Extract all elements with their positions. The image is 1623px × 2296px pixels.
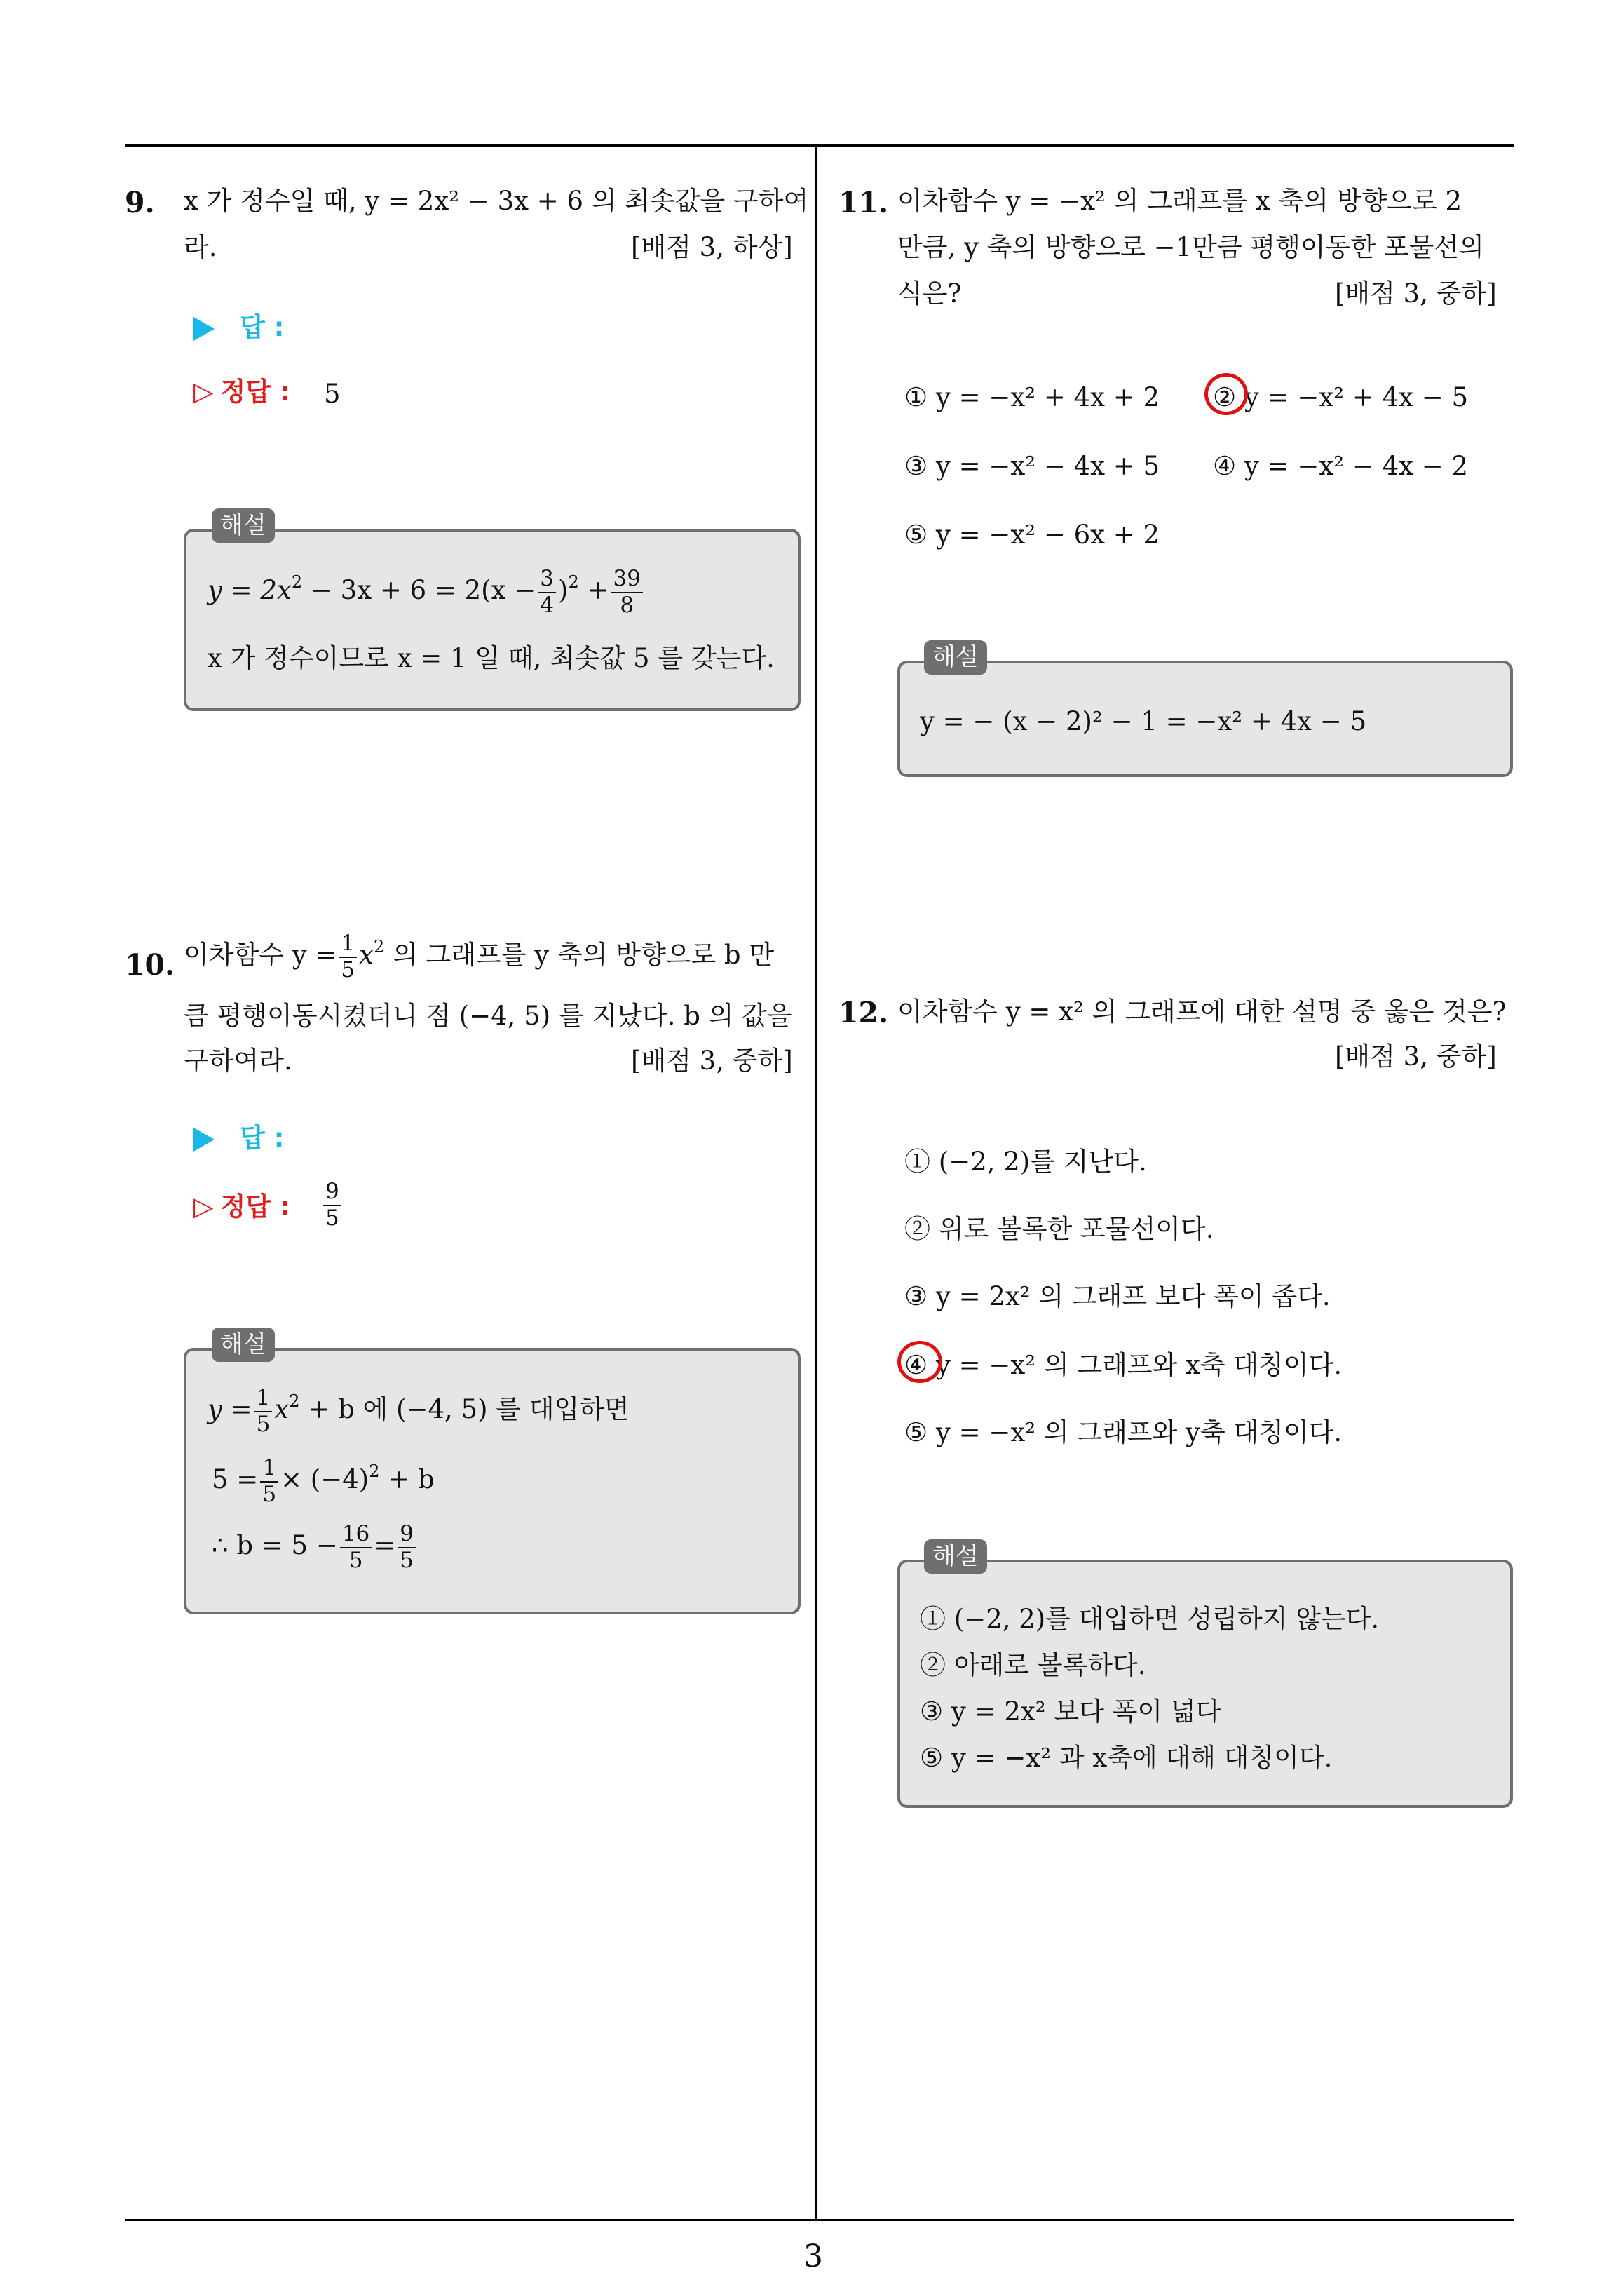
frac-num: 3 <box>538 567 556 593</box>
question-9-solution-tag: 해설 <box>212 508 275 543</box>
question-9-text-line1: x 가 정수일 때, y = 2x² − 3x + 6 의 최솟값을 구하여 <box>184 186 809 216</box>
question-10-solution-line2: 5 = $\frac{1}{5}$ × $(-4)^2 + b$ <box>212 1455 435 1507</box>
question-12-number: 12. <box>838 996 889 1029</box>
question-9-number: 9. <box>125 186 155 220</box>
question-12-score: [배점 3, 중하] <box>1335 1041 1497 1072</box>
question-10-text-line2: 큼 평행이동시켰더니 점 (−4, 5) 를 지났다. b 의 값을 <box>184 1001 792 1031</box>
question-10-number: 10. <box>125 948 175 982</box>
question-10-answer-row <box>193 1125 284 1152</box>
page-number: 3 <box>803 2238 823 2274</box>
answer-label: 답 : <box>240 312 285 342</box>
bottom-rule <box>125 2219 1514 2221</box>
question-11-text-line2: 만큼, y 축의 방향으로 −1만큼 평행이동한 포물선의 <box>897 232 1484 262</box>
frac-num: 1 <box>339 931 357 958</box>
question-10-solution-line3 <box>212 1522 418 1573</box>
sol-text: 5 = <box>212 1464 259 1495</box>
question-9-text-line2: 라. <box>184 232 217 262</box>
sol-text: ) <box>558 575 569 606</box>
frac-den: 5 <box>348 1547 363 1573</box>
question-10-solution-line1: y = $\frac{1}{5}$ $x^2 + b$ 에 (−4, 5) 를 대입하면 <box>208 1385 630 1437</box>
frac-num: 9 <box>398 1522 416 1548</box>
fraction <box>260 1456 278 1507</box>
question-12-solution-tag: 해설 <box>924 1539 987 1574</box>
question-9-correct-row <box>193 379 290 405</box>
outline-triangle-icon: ▷ <box>193 1191 214 1222</box>
frac-den: 5 <box>341 957 355 982</box>
sol-text: y = 2x <box>208 575 292 606</box>
question-10-correct-row <box>193 1191 290 1222</box>
question-12-choice-1[interactable]: ① (−2, 2)를 지난다. <box>904 1147 1147 1177</box>
q-text: x <box>359 940 374 971</box>
sol-text: × (−4) <box>280 1464 369 1495</box>
frac-den: 4 <box>540 592 554 618</box>
question-12-choice-2[interactable]: ② 위로 볼록한 포물선이다. <box>904 1214 1214 1244</box>
selected-answer-circle-icon <box>897 1341 942 1383</box>
frac-den: 5 <box>262 1481 277 1507</box>
fraction <box>611 567 642 618</box>
sol-text: y = <box>208 1394 252 1425</box>
frac-den: 8 <box>620 592 634 618</box>
column-divider <box>815 144 817 2220</box>
question-11-score: [배점 3, 중하] <box>1335 278 1497 309</box>
fraction <box>538 567 556 618</box>
fraction <box>254 1386 273 1437</box>
question-9-score: [배점 3, 하상] <box>631 232 793 262</box>
question-10-text-line3: 구하여라. <box>184 1046 292 1076</box>
question-12-solution-line2: ② 아래로 볼록하다. <box>920 1650 1146 1680</box>
frac-num: 39 <box>611 567 642 593</box>
sol-text: ∴ b = 5 − <box>212 1530 338 1561</box>
question-10-text-line1: 이차함수 y = $\frac{1}{5}$ $x^2$ 의 그래프를 y 축의 방향으로 b 만 <box>184 931 775 982</box>
question-12-solution-line4: ⑤ y = −x² 과 x축에 대해 대칭이다. <box>920 1743 1333 1773</box>
frac-den: 5 <box>325 1205 339 1231</box>
sol-text: x <box>274 1394 290 1425</box>
frac-den: 5 <box>256 1411 271 1437</box>
question-11-text-line3: 식은? <box>897 278 962 309</box>
question-11-choice-5[interactable]: ⑤ y = −x² − 6x + 2 <box>904 520 1160 550</box>
question-12-choice-5[interactable]: ⑤ y = −x² 의 그래프와 y축 대칭이다. <box>904 1417 1343 1447</box>
frac-den: 5 <box>400 1547 414 1573</box>
question-12-choice-4[interactable]: ④ y = −x² 의 그래프와 x축 대칭이다. <box>904 1350 1343 1380</box>
question-11-choice-1[interactable]: ① y = −x² + 4x + 2 <box>904 382 1160 412</box>
question-9-solution-line2: x 가 정수이므로 x = 1 일 때, 최솟값 5 를 갖는다. <box>208 643 775 673</box>
question-11-choice-3[interactable]: ③ y = −x² − 4x + 5 <box>904 451 1160 481</box>
q-text: 의 그래프를 y 축의 방향으로 b 만 <box>384 940 775 971</box>
frac-num: 1 <box>260 1456 278 1483</box>
question-11-solution-tag: 해설 <box>924 640 987 675</box>
question-12-solution-line1: ① (−2, 2)를 대입하면 성립하지 않는다. <box>920 1604 1380 1634</box>
top-rule <box>125 144 1514 147</box>
question-10-correct-value <box>321 1180 344 1231</box>
fraction <box>339 931 357 982</box>
question-12-solution-line3: ③ y = 2x² 보다 폭이 넓다 <box>920 1696 1221 1727</box>
sol-text: = <box>374 1530 396 1561</box>
q-text: 이차함수 y = <box>184 940 337 971</box>
sol-text: + b <box>379 1464 435 1495</box>
correct-label: 정답 : <box>220 1191 290 1222</box>
question-9-solution-box <box>184 529 801 711</box>
answer-label: 답 : <box>240 1123 285 1153</box>
sol-text: + b 에 (−4, 5) 를 대입하면 <box>299 1394 630 1425</box>
question-11-solution-line1: y = − (x − 2)² − 1 = −x² + 4x − 5 <box>920 706 1367 736</box>
selected-answer-circle-icon <box>1204 373 1248 415</box>
fraction <box>340 1522 372 1573</box>
question-10-solution-tag: 해설 <box>212 1328 275 1362</box>
question-9-solution-line1: $y = 2x^2 - 3x + 6 = 2(x$ − $\frac{3}{4}$ )$^2$ + $\frac{39}{8}$ <box>208 567 645 618</box>
outline-triangle-icon: ▷ <box>193 377 214 407</box>
question-11-number: 11. <box>838 186 889 220</box>
question-10-score: [배점 3, 중하] <box>631 1046 793 1076</box>
question-9-answer-row <box>193 314 284 341</box>
question-11-choice-2[interactable]: ② y = −x² + 4x − 5 <box>1213 382 1469 412</box>
correct-label: 정답 : <box>220 377 290 407</box>
frac-num: 1 <box>254 1386 273 1412</box>
frac-num: 9 <box>323 1180 341 1206</box>
fraction <box>398 1522 416 1573</box>
question-11-text-line1: 이차함수 y = −x² 의 그래프를 x 축의 방향으로 2 <box>897 186 1462 216</box>
sol-text: + <box>578 575 609 606</box>
sol-text: − 3x + 6 = 2(x − <box>302 575 536 606</box>
fraction <box>323 1180 341 1231</box>
question-9-correct-value: 5 <box>324 379 341 409</box>
question-12-choice-3[interactable]: ③ y = 2x² 의 그래프 보다 폭이 좁다. <box>904 1281 1331 1311</box>
play-triangle-icon <box>193 1128 215 1152</box>
question-11-choice-4[interactable]: ④ y = −x² − 4x − 2 <box>1213 451 1469 481</box>
frac-num: 16 <box>340 1522 372 1548</box>
play-triangle-icon <box>193 317 215 341</box>
question-12-text-line1: 이차함수 y = x² 의 그래프에 대한 설명 중 옳은 것은? <box>897 997 1507 1027</box>
